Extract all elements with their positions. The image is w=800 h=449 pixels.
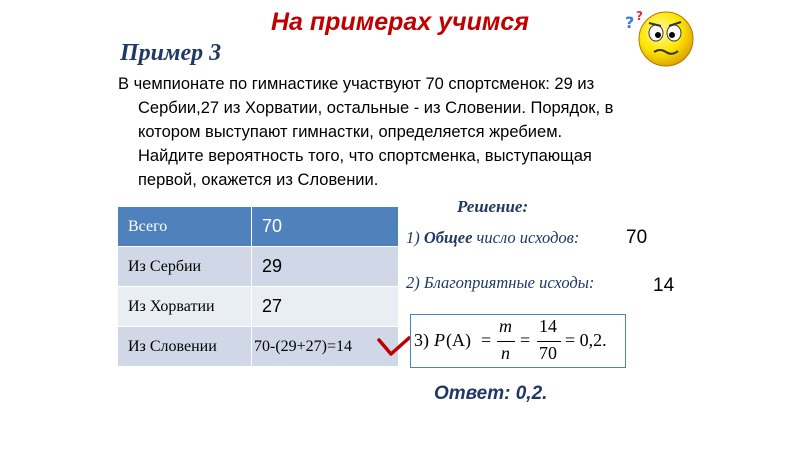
step-total-outcomes (406, 228, 579, 248)
problem-line: первой, окажется из Словении. (138, 171, 379, 189)
problem-text (118, 72, 658, 192)
table-value-cell: 70 (252, 207, 399, 247)
example-title: Пример 3 (120, 40, 222, 66)
fraction-bar (497, 341, 515, 342)
table-label-cell: Всего (118, 207, 252, 247)
total-outcomes-value: 70 (626, 227, 648, 248)
formula-p: P (434, 330, 445, 350)
problem-line: В чемпионате по гимнастике участвуют 70 спортсменок: 29 из (118, 75, 595, 93)
table-row (118, 247, 399, 287)
formula-numerator-m: m (499, 316, 512, 336)
formula-step-number: 3) (414, 330, 429, 350)
table-row (118, 327, 399, 367)
table-label-cell: Из Сербии (118, 247, 252, 287)
svg-text:?: ? (625, 13, 635, 32)
table-value-cell: 27 (252, 287, 399, 327)
step-bold-word: Общее (423, 228, 473, 247)
athletes-table (117, 206, 399, 367)
problem-line: котором выступают гимнастки, определяется жребием. (138, 123, 563, 141)
table-label-cell: Из Хорватии (118, 287, 252, 327)
step-favorable-outcomes: 2) Благоприятные исходы: (406, 273, 595, 292)
solution-title: Решение: (457, 197, 529, 216)
fraction-bar (537, 341, 561, 342)
answer: Ответ: 0,2. (434, 383, 548, 404)
table-row (118, 207, 399, 247)
problem-line: Сербии,27 из Хорватии, остальные - из Словении. Порядок, в (138, 99, 614, 117)
probability-formula (410, 314, 626, 368)
formula-denominator-n: n (501, 343, 510, 363)
check-mark-icon (377, 334, 411, 358)
svg-text:?: ? (636, 9, 643, 23)
formula-numerator: 14 (539, 316, 557, 336)
formula-equals: = (481, 330, 492, 350)
step-text: число исходов: (472, 228, 580, 247)
formula-equals: = (520, 330, 531, 350)
table-value-cell: 70-(29+27)=14 (252, 327, 399, 367)
table-value-cell: 29 (252, 247, 399, 287)
slide-title: На примерах учимся (270, 8, 529, 36)
formula-result: = 0,2. (565, 330, 607, 350)
formula-event: (A) (446, 330, 471, 350)
favorable-outcomes-value: 14 (653, 275, 675, 296)
confused-smiley-icon (622, 6, 696, 68)
table-label-cell: Из Словении (118, 327, 252, 367)
formula-denominator: 70 (539, 343, 557, 363)
table-row (118, 287, 399, 327)
problem-line: Найдите вероятность того, что спортсменка, выступающая (138, 147, 592, 165)
step-number: 1) (406, 228, 424, 247)
